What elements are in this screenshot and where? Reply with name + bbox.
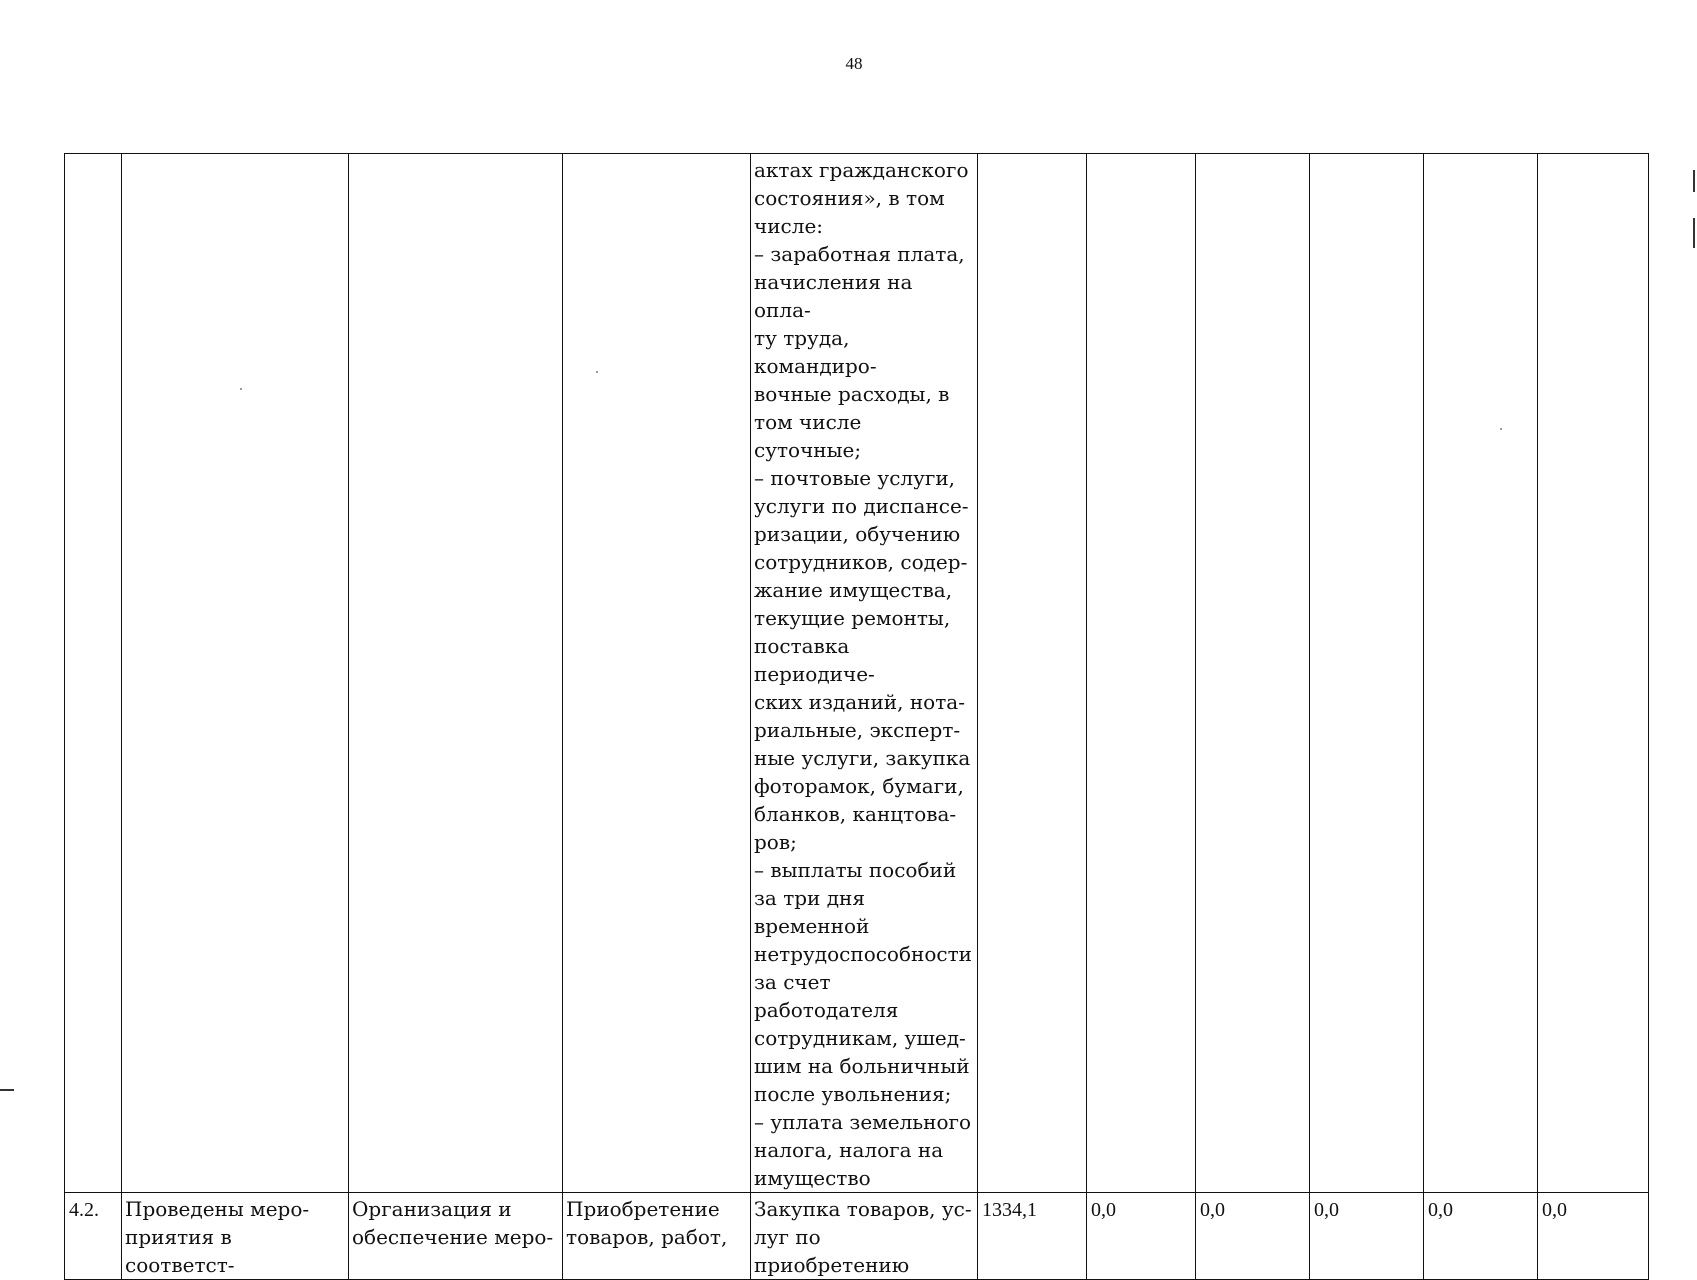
budget-table [64,153,1649,1280]
page-number: 48 [845,54,863,73]
cell-value [1424,154,1538,1193]
cell-result [122,154,349,1193]
scan-edge-mark [0,1089,14,1091]
cell-number [65,1193,122,1280]
value-4: 0,0 [1314,1199,1339,1221]
value-3: 0,0 [1200,1199,1225,1221]
scan-speck [1500,428,1502,430]
cell-type [563,154,751,1193]
cell-activity [349,154,563,1193]
description-text: Закупка товаров, ус- луг по приобретению [754,1197,972,1277]
value-5: 0,0 [1428,1199,1453,1221]
table-row-continuation [65,154,1649,1193]
value-6: 0,0 [1542,1199,1567,1221]
value-2: 0,0 [1091,1199,1116,1221]
row-number: 4.2. [69,1199,99,1221]
scan-speck [596,371,598,373]
cell-value [1087,1193,1196,1280]
cell-result [122,1193,349,1280]
cell-number [65,154,122,1193]
cell-value [1196,154,1310,1193]
cell-value [1196,1193,1310,1280]
value-1: 1334,1 [982,1199,1037,1221]
cell-value [978,154,1087,1193]
cell-type [563,1193,751,1280]
cell-value [1424,1193,1538,1280]
scan-edge-mark [1693,218,1695,248]
cell-description [751,1193,978,1280]
cell-value [1087,154,1196,1193]
cell-value [1310,154,1424,1193]
cell-value [1310,1193,1424,1280]
type-text: Приобретение товаров, работ, [566,1197,728,1249]
cell-value [1538,154,1649,1193]
cell-activity [349,1193,563,1280]
cell-description [751,154,978,1193]
table-row-4-2 [65,1193,1649,1280]
scan-speck [240,388,242,390]
description-text: актах гражданского состояния», в том числе: – заработная плата, начисления на опла- ту труда, командиро- вочные расходы, в том числе суточные; – почтовые услуги, услуги по диспансе- ризации, обучению сотрудников, содер- жание имущества, текущие ремонты, поставка периодиче- ских изданий, нота- риальные, эксперт- ные услуги, закупка фоторамок, бумаги, бланков, канцтова- ров; – выплаты пособий за три дня временной нетрудоспособности за счет работодателя сотрудникам, ушед- шим на больничный после увольнения; – уплата земельного налога, налога на имущество [754,158,972,1190]
scan-edge-mark [1693,170,1695,192]
cell-value [978,1193,1087,1280]
activity-text: Организация и обеспечение меро- [352,1197,554,1249]
cell-value [1538,1193,1649,1280]
result-text: Проведены меро- приятия в соответст- [125,1197,310,1277]
